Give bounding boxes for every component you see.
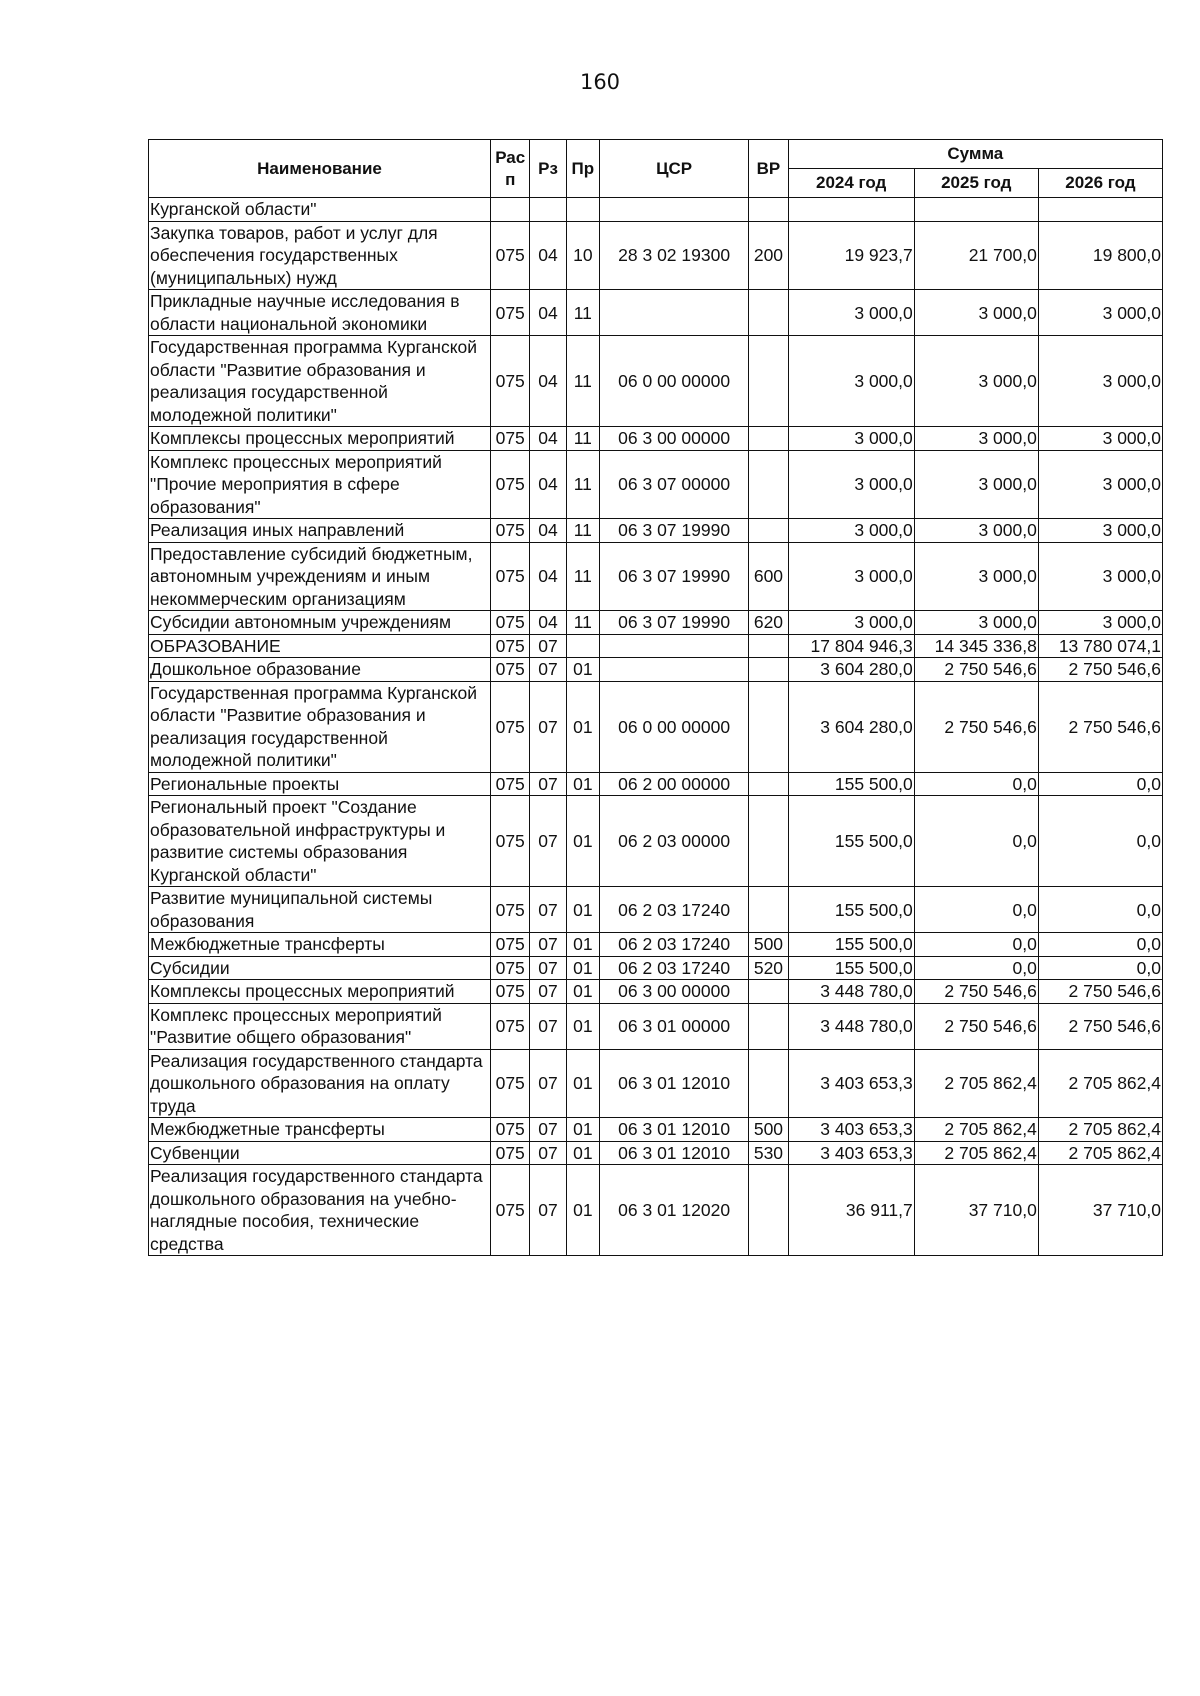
table-row xyxy=(149,542,1163,611)
table-row xyxy=(149,887,1163,933)
cell-vr xyxy=(749,1049,788,1118)
cell-name: Закупка товаров, работ и услуг для обеспечения государственных (муниципальных) нужд xyxy=(149,221,491,290)
cell-2025: 2 750 546,6 xyxy=(914,1003,1038,1049)
cell-rz: 04 xyxy=(530,290,566,336)
cell-2024: 155 500,0 xyxy=(788,796,914,887)
cell-vr: 500 xyxy=(749,1118,788,1142)
cell-2024 xyxy=(788,198,914,222)
cell-name: Дошкольное образование xyxy=(149,658,491,682)
cell-vr xyxy=(749,681,788,772)
cell-2024: 3 000,0 xyxy=(788,336,914,427)
cell-csr: 06 3 00 00000 xyxy=(599,427,748,451)
cell-rasp: 075 xyxy=(491,658,530,682)
cell-rasp: 075 xyxy=(491,427,530,451)
cell-rz: 07 xyxy=(530,1118,566,1142)
cell-pr: 01 xyxy=(566,772,599,796)
cell-2025: 3 000,0 xyxy=(914,427,1038,451)
cell-2024: 3 448 780,0 xyxy=(788,1003,914,1049)
cell-rasp: 075 xyxy=(491,1118,530,1142)
cell-2026: 3 000,0 xyxy=(1038,427,1162,451)
cell-rasp: 075 xyxy=(491,290,530,336)
cell-2026: 2 705 862,4 xyxy=(1038,1049,1162,1118)
cell-2024: 3 000,0 xyxy=(788,450,914,519)
table-row xyxy=(149,772,1163,796)
cell-name: Субсидии xyxy=(149,956,491,980)
cell-pr xyxy=(566,198,599,222)
cell-csr: 06 2 03 17240 xyxy=(599,956,748,980)
cell-csr: 06 2 00 00000 xyxy=(599,772,748,796)
cell-pr: 01 xyxy=(566,1049,599,1118)
cell-rz: 04 xyxy=(530,519,566,543)
cell-csr: 06 3 01 12010 xyxy=(599,1141,748,1165)
cell-2025: 14 345 336,8 xyxy=(914,634,1038,658)
cell-name: Реализация иных направлений xyxy=(149,519,491,543)
cell-pr: 01 xyxy=(566,956,599,980)
cell-pr: 01 xyxy=(566,1118,599,1142)
cell-name: ОБРАЗОВАНИЕ xyxy=(149,634,491,658)
cell-rasp: 075 xyxy=(491,634,530,658)
cell-2025: 0,0 xyxy=(914,796,1038,887)
cell-rasp xyxy=(491,198,530,222)
cell-vr xyxy=(749,634,788,658)
cell-2025: 3 000,0 xyxy=(914,450,1038,519)
cell-vr: 530 xyxy=(749,1141,788,1165)
cell-vr: 500 xyxy=(749,933,788,957)
cell-2025: 3 000,0 xyxy=(914,336,1038,427)
cell-csr: 06 3 00 00000 xyxy=(599,980,748,1004)
cell-2024: 155 500,0 xyxy=(788,887,914,933)
cell-name: Субвенции xyxy=(149,1141,491,1165)
header-name: Наименование xyxy=(149,140,491,198)
cell-2024: 3 000,0 xyxy=(788,519,914,543)
cell-rz: 07 xyxy=(530,658,566,682)
cell-rz: 07 xyxy=(530,634,566,658)
cell-name: Комплексы процессных мероприятий xyxy=(149,980,491,1004)
cell-pr: 01 xyxy=(566,887,599,933)
cell-csr: 06 2 03 17240 xyxy=(599,933,748,957)
cell-pr: 01 xyxy=(566,1003,599,1049)
cell-pr: 01 xyxy=(566,796,599,887)
cell-2026 xyxy=(1038,198,1162,222)
header-rasp: Рас п xyxy=(491,140,530,198)
cell-2026: 0,0 xyxy=(1038,796,1162,887)
cell-name: Курганской области" xyxy=(149,198,491,222)
cell-vr xyxy=(749,980,788,1004)
cell-rasp: 075 xyxy=(491,221,530,290)
cell-pr: 01 xyxy=(566,1141,599,1165)
cell-rz: 07 xyxy=(530,1003,566,1049)
cell-2024: 3 448 780,0 xyxy=(788,980,914,1004)
cell-2025: 37 710,0 xyxy=(914,1165,1038,1256)
table-row xyxy=(149,519,1163,543)
header-2026: 2026 год xyxy=(1038,169,1162,198)
table-row xyxy=(149,1003,1163,1049)
cell-2025: 2 705 862,4 xyxy=(914,1141,1038,1165)
header-rz: Рз xyxy=(530,140,566,198)
table-row xyxy=(149,1049,1163,1118)
cell-name: Прикладные научные исследования в области национальной экономики xyxy=(149,290,491,336)
cell-csr: 06 2 03 00000 xyxy=(599,796,748,887)
cell-2026: 3 000,0 xyxy=(1038,542,1162,611)
cell-2026: 2 750 546,6 xyxy=(1038,658,1162,682)
cell-name: Региональный проект "Создание образовательной инфраструктуры и развитие системы образования Курганской области" xyxy=(149,796,491,887)
cell-csr: 06 3 01 12010 xyxy=(599,1049,748,1118)
table-row xyxy=(149,1141,1163,1165)
cell-rz xyxy=(530,198,566,222)
cell-2024: 3 000,0 xyxy=(788,427,914,451)
cell-vr: 520 xyxy=(749,956,788,980)
cell-2024: 3 604 280,0 xyxy=(788,658,914,682)
cell-vr xyxy=(749,658,788,682)
cell-csr: 06 3 07 19990 xyxy=(599,611,748,635)
cell-vr xyxy=(749,1003,788,1049)
cell-rasp: 075 xyxy=(491,450,530,519)
cell-2024: 3 000,0 xyxy=(788,611,914,635)
cell-name: Реализация государственного стандарта дошкольного образования на оплату труда xyxy=(149,1049,491,1118)
cell-pr: 01 xyxy=(566,980,599,1004)
table-row xyxy=(149,933,1163,957)
cell-vr xyxy=(749,336,788,427)
cell-2024: 155 500,0 xyxy=(788,956,914,980)
cell-pr: 11 xyxy=(566,336,599,427)
cell-rz: 07 xyxy=(530,1049,566,1118)
cell-vr xyxy=(749,519,788,543)
cell-vr xyxy=(749,1165,788,1256)
cell-2025: 2 705 862,4 xyxy=(914,1118,1038,1142)
table-row xyxy=(149,658,1163,682)
cell-rasp: 075 xyxy=(491,611,530,635)
cell-csr: 06 0 00 00000 xyxy=(599,681,748,772)
cell-2024: 3 000,0 xyxy=(788,290,914,336)
cell-csr: 06 0 00 00000 xyxy=(599,336,748,427)
cell-name: Реализация государственного стандарта дошкольного образования на учебно-наглядные пособия, технические средства xyxy=(149,1165,491,1256)
cell-vr: 200 xyxy=(749,221,788,290)
cell-2026: 2 750 546,6 xyxy=(1038,1003,1162,1049)
cell-2024: 155 500,0 xyxy=(788,772,914,796)
cell-2025: 21 700,0 xyxy=(914,221,1038,290)
cell-csr xyxy=(599,658,748,682)
cell-2026: 3 000,0 xyxy=(1038,336,1162,427)
cell-vr: 620 xyxy=(749,611,788,635)
cell-pr xyxy=(566,634,599,658)
table-row xyxy=(149,1165,1163,1256)
cell-csr: 06 2 03 17240 xyxy=(599,887,748,933)
cell-rasp: 075 xyxy=(491,796,530,887)
cell-name: Развитие муниципальной системы образования xyxy=(149,887,491,933)
cell-rz: 07 xyxy=(530,1141,566,1165)
page-number: 160 xyxy=(579,70,621,94)
cell-rz: 07 xyxy=(530,956,566,980)
cell-rasp: 075 xyxy=(491,1049,530,1118)
cell-rasp: 075 xyxy=(491,1141,530,1165)
cell-rz: 07 xyxy=(530,980,566,1004)
cell-2026: 3 000,0 xyxy=(1038,450,1162,519)
cell-vr xyxy=(749,198,788,222)
cell-csr: 06 3 01 00000 xyxy=(599,1003,748,1049)
table-row xyxy=(149,336,1163,427)
cell-rasp: 075 xyxy=(491,980,530,1004)
cell-2026: 2 750 546,6 xyxy=(1038,681,1162,772)
table-row xyxy=(149,956,1163,980)
cell-pr: 11 xyxy=(566,611,599,635)
table-row xyxy=(149,796,1163,887)
cell-2026: 2 750 546,6 xyxy=(1038,980,1162,1004)
cell-pr: 01 xyxy=(566,1165,599,1256)
cell-2026: 3 000,0 xyxy=(1038,611,1162,635)
cell-pr: 11 xyxy=(566,542,599,611)
header-pr: Пр xyxy=(566,140,599,198)
cell-name: Комплекс процессных мероприятий "Развитие общего образования" xyxy=(149,1003,491,1049)
cell-vr xyxy=(749,887,788,933)
cell-rz: 04 xyxy=(530,221,566,290)
cell-2026: 13 780 074,1 xyxy=(1038,634,1162,658)
cell-rz: 04 xyxy=(530,450,566,519)
cell-rz: 07 xyxy=(530,772,566,796)
cell-pr: 11 xyxy=(566,519,599,543)
cell-vr xyxy=(749,450,788,519)
cell-rz: 04 xyxy=(530,611,566,635)
cell-2025: 2 750 546,6 xyxy=(914,681,1038,772)
cell-pr: 01 xyxy=(566,658,599,682)
cell-rasp: 075 xyxy=(491,336,530,427)
cell-name: Комплексы процессных мероприятий xyxy=(149,427,491,451)
cell-pr: 11 xyxy=(566,290,599,336)
cell-2024: 155 500,0 xyxy=(788,933,914,957)
cell-rz: 07 xyxy=(530,681,566,772)
cell-pr: 01 xyxy=(566,681,599,772)
cell-rz: 07 xyxy=(530,796,566,887)
header-2025: 2025 год xyxy=(914,169,1038,198)
cell-name: Региональные проекты xyxy=(149,772,491,796)
cell-pr: 11 xyxy=(566,427,599,451)
cell-vr xyxy=(749,796,788,887)
cell-pr: 11 xyxy=(566,450,599,519)
table-row xyxy=(149,450,1163,519)
cell-name: Комплекс процессных мероприятий "Прочие мероприятия в сфере образования" xyxy=(149,450,491,519)
cell-rz: 07 xyxy=(530,933,566,957)
cell-rasp: 075 xyxy=(491,772,530,796)
cell-2024: 19 923,7 xyxy=(788,221,914,290)
cell-2026: 2 705 862,4 xyxy=(1038,1118,1162,1142)
table-row xyxy=(149,634,1163,658)
cell-2025: 3 000,0 xyxy=(914,611,1038,635)
cell-2025: 3 000,0 xyxy=(914,290,1038,336)
cell-csr: 28 3 02 19300 xyxy=(599,221,748,290)
cell-2025: 0,0 xyxy=(914,887,1038,933)
cell-name: Субсидии автономным учреждениям xyxy=(149,611,491,635)
table-row xyxy=(149,427,1163,451)
cell-pr: 01 xyxy=(566,933,599,957)
cell-2025: 2 750 546,6 xyxy=(914,980,1038,1004)
budget-table xyxy=(148,139,1163,1256)
cell-pr: 10 xyxy=(566,221,599,290)
cell-csr: 06 3 01 12010 xyxy=(599,1118,748,1142)
header-sum: Сумма xyxy=(788,140,1162,169)
cell-2026: 0,0 xyxy=(1038,956,1162,980)
cell-csr xyxy=(599,198,748,222)
table-row xyxy=(149,611,1163,635)
cell-2026: 0,0 xyxy=(1038,933,1162,957)
cell-csr: 06 3 07 00000 xyxy=(599,450,748,519)
cell-2025 xyxy=(914,198,1038,222)
cell-2025: 3 000,0 xyxy=(914,542,1038,611)
cell-csr xyxy=(599,290,748,336)
table-row xyxy=(149,221,1163,290)
cell-2024: 3 403 653,3 xyxy=(788,1118,914,1142)
cell-2025: 3 000,0 xyxy=(914,519,1038,543)
cell-rz: 04 xyxy=(530,427,566,451)
cell-rasp: 075 xyxy=(491,542,530,611)
cell-rasp: 075 xyxy=(491,1165,530,1256)
cell-vr xyxy=(749,427,788,451)
cell-rz: 07 xyxy=(530,1165,566,1256)
cell-2025: 0,0 xyxy=(914,956,1038,980)
cell-csr: 06 3 01 12020 xyxy=(599,1165,748,1256)
cell-2025: 2 750 546,6 xyxy=(914,658,1038,682)
cell-rasp: 075 xyxy=(491,887,530,933)
table-row xyxy=(149,290,1163,336)
cell-csr: 06 3 07 19990 xyxy=(599,542,748,611)
cell-2024: 3 604 280,0 xyxy=(788,681,914,772)
cell-2024: 3 403 653,3 xyxy=(788,1141,914,1165)
table-body xyxy=(149,198,1163,1256)
cell-2024: 36 911,7 xyxy=(788,1165,914,1256)
table-row xyxy=(149,681,1163,772)
cell-vr: 600 xyxy=(749,542,788,611)
cell-rasp: 075 xyxy=(491,956,530,980)
cell-rasp: 075 xyxy=(491,1003,530,1049)
cell-name: Межбюджетные трансферты xyxy=(149,1118,491,1142)
cell-name: Предоставление субсидий бюджетным, автономным учреждениям и иным некоммерческим организациям xyxy=(149,542,491,611)
table-row xyxy=(149,980,1163,1004)
cell-csr xyxy=(599,634,748,658)
cell-2026: 2 705 862,4 xyxy=(1038,1141,1162,1165)
table-row xyxy=(149,1118,1163,1142)
cell-rz: 07 xyxy=(530,887,566,933)
cell-2024: 3 403 653,3 xyxy=(788,1049,914,1118)
cell-2026: 0,0 xyxy=(1038,887,1162,933)
header-vr: ВР xyxy=(749,140,788,198)
cell-2026: 19 800,0 xyxy=(1038,221,1162,290)
cell-rasp: 075 xyxy=(491,933,530,957)
cell-name: Государственная программа Курганской области "Развитие образования и реализация государственной молодежной политики" xyxy=(149,681,491,772)
cell-csr: 06 3 07 19990 xyxy=(599,519,748,543)
table-row xyxy=(149,198,1163,222)
header-2024: 2024 год xyxy=(788,169,914,198)
cell-name: Государственная программа Курганской области "Развитие образования и реализация государственной молодежной политики" xyxy=(149,336,491,427)
cell-rasp: 075 xyxy=(491,519,530,543)
cell-2026: 37 710,0 xyxy=(1038,1165,1162,1256)
cell-2024: 3 000,0 xyxy=(788,542,914,611)
cell-vr xyxy=(749,772,788,796)
cell-rasp: 075 xyxy=(491,681,530,772)
cell-rz: 04 xyxy=(530,542,566,611)
cell-2025: 0,0 xyxy=(914,933,1038,957)
cell-2024: 17 804 946,3 xyxy=(788,634,914,658)
cell-2026: 3 000,0 xyxy=(1038,290,1162,336)
cell-name: Межбюджетные трансферты xyxy=(149,933,491,957)
header-csr: ЦСР xyxy=(599,140,748,198)
cell-2026: 3 000,0 xyxy=(1038,519,1162,543)
cell-2026: 0,0 xyxy=(1038,772,1162,796)
cell-vr xyxy=(749,290,788,336)
cell-2025: 2 705 862,4 xyxy=(914,1049,1038,1118)
cell-rz: 04 xyxy=(530,336,566,427)
cell-2025: 0,0 xyxy=(914,772,1038,796)
